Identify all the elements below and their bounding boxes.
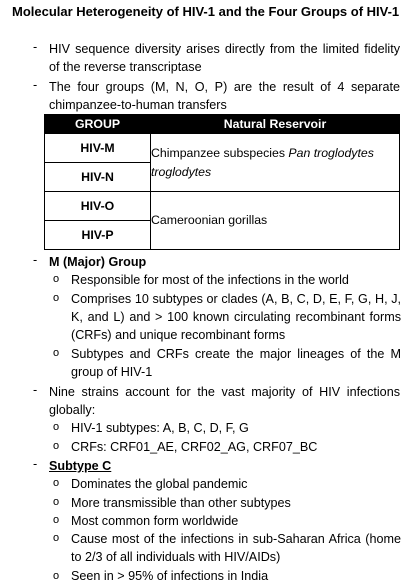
group-cell-hiv-n: HIV-N (45, 163, 151, 192)
intro-item-2: The four groups (M, N, O, P) are the result of 4 separate chimpanzee-to-human transfers (49, 80, 400, 112)
subtype-c-item: Dominates the global pandemic (71, 477, 248, 491)
dash-bullet: - (33, 40, 38, 54)
circle-bullet: o (53, 514, 60, 526)
circle-bullet: o (53, 570, 60, 582)
groups-table (44, 114, 400, 250)
reservoir-cell-gorilla: Cameroonian gorillas (151, 192, 400, 250)
intro-item-1: HIV sequence diversity arises directly from the limited fidelity of the reverse transcriptase (49, 42, 400, 74)
circle-bullet: o (53, 532, 60, 544)
group-cell-hiv-o: HIV-O (45, 192, 151, 221)
reservoir-chimp-prefix: Chimpanzee subspecies (151, 145, 289, 160)
circle-bullet: o (53, 292, 60, 304)
group-cell-hiv-m: HIV-M (45, 134, 151, 163)
m-group-heading: M (Major) Group (49, 255, 147, 269)
col-header-reservoir: Natural Reservoir (151, 115, 400, 134)
dash-bullet: - (33, 383, 38, 397)
col-header-group: GROUP (45, 115, 151, 134)
table-row (45, 134, 400, 163)
m-group-item: Comprises 10 subtypes or clades (A, B, C, D, E, F, G, H, J, K, and L) and > 100 known circulating recombinant forms (CRFs) and unique recombinant forms (71, 292, 401, 342)
circle-bullet: o (53, 421, 60, 433)
dash-bullet: - (33, 253, 38, 267)
strains-item: CRFs: CRF01_AE, CRF02_AG, CRF07_BC (71, 440, 318, 454)
subtype-c-item: More transmissible than other subtypes (71, 496, 291, 510)
circle-bullet: o (53, 347, 60, 359)
circle-bullet: o (53, 273, 60, 285)
reservoir-cell-chimpanzee (151, 134, 400, 192)
table-header-row (45, 115, 400, 134)
strains-text: Nine strains account for the vast majority of HIV infections globally: (49, 385, 400, 417)
group-cell-hiv-p: HIV-P (45, 221, 151, 250)
dash-bullet: - (33, 457, 38, 471)
subtype-c-item: Most common form worldwide (71, 514, 239, 528)
strains-item: HIV-1 subtypes: A, B, C, D, F, G (71, 421, 249, 435)
reservoir-species-name: Pan troglodytes troglodytes (151, 145, 374, 179)
subtype-c-heading: Subtype C (49, 459, 112, 473)
subtype-c-item: Cause most of the infections in sub-Saharan Africa (home to 2/3 of all individuals with HIV/AIDs) (71, 532, 401, 564)
table-row (45, 192, 400, 221)
circle-bullet: o (53, 440, 60, 452)
circle-bullet: o (53, 496, 60, 508)
circle-bullet: o (53, 477, 60, 489)
m-group-item: Responsible for most of the infections in the world (71, 273, 349, 287)
subtype-c-item: Seen in > 95% of infections in India (71, 569, 269, 583)
m-group-item: Subtypes and CRFs create the major lineages of the M group of HIV-1 (71, 347, 401, 379)
dash-bullet: - (33, 78, 38, 92)
page-title: Molecular Heterogeneity of HIV-1 and the Four Groups of HIV-1 (12, 4, 400, 19)
